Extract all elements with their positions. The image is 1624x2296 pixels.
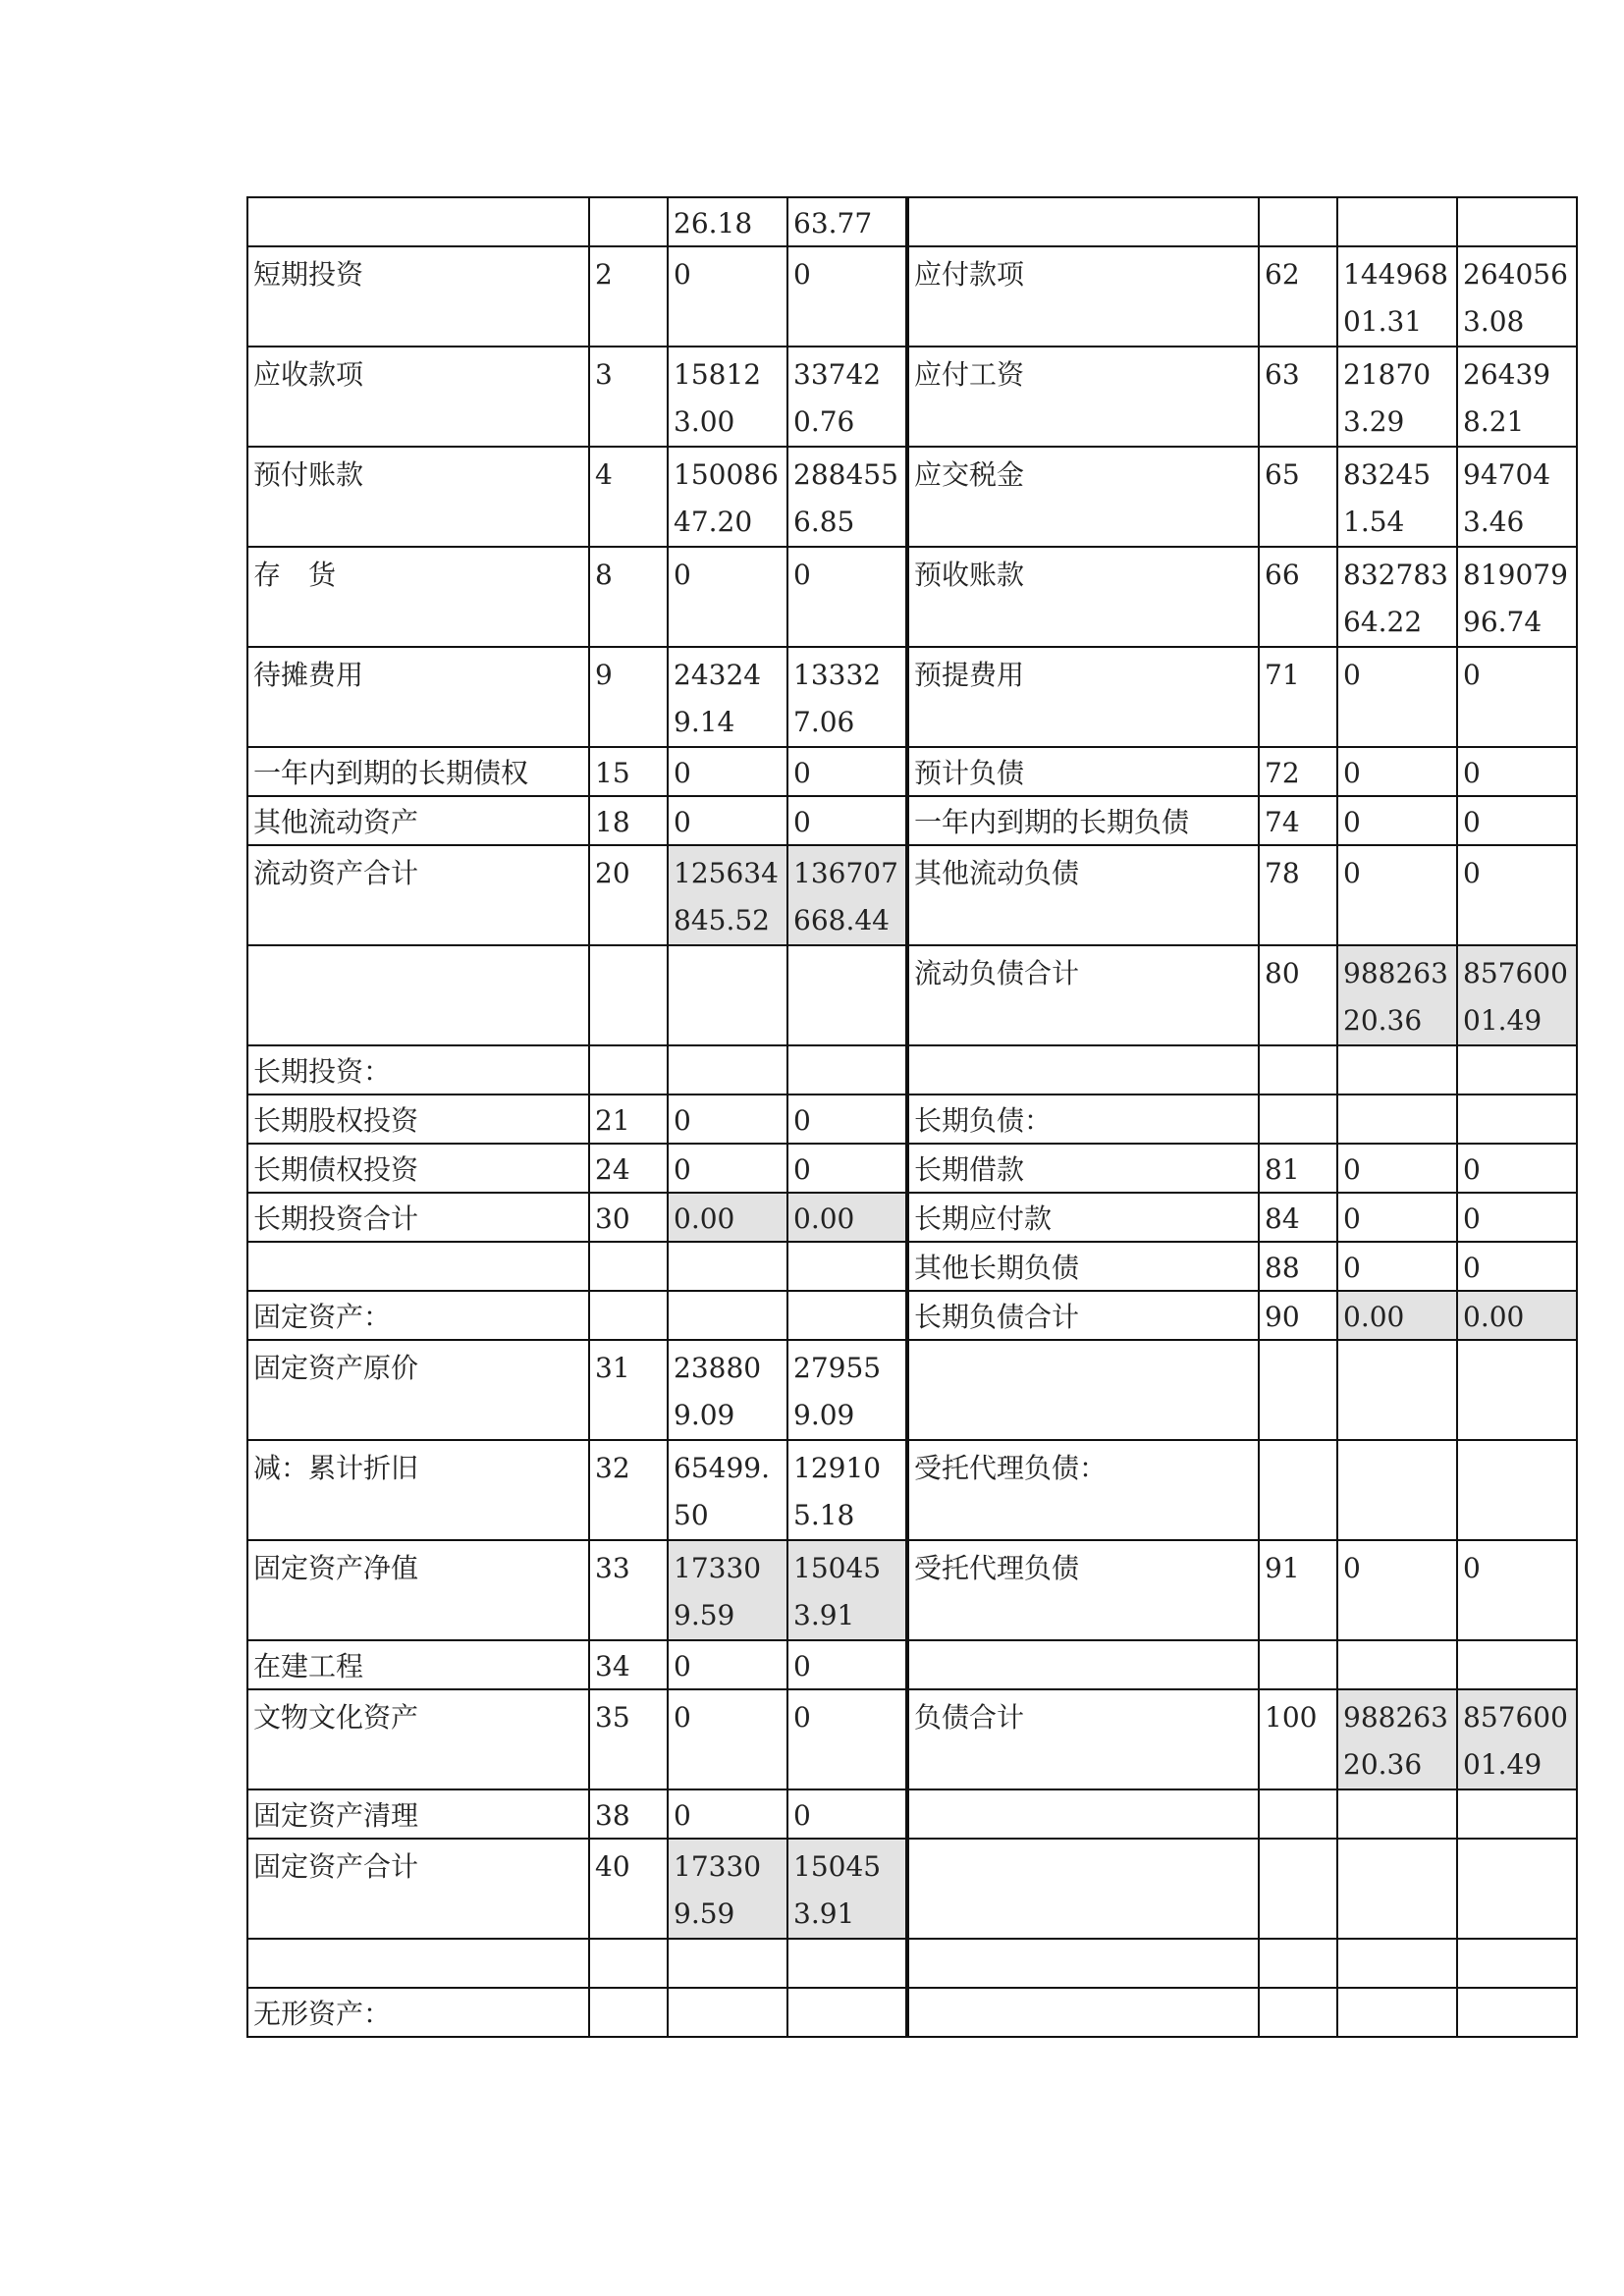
liability-item-cell [907,1340,1259,1440]
asset-begin-cell: 15008647.20 [668,447,787,547]
asset-end-cell: 0 [787,246,907,347]
liability-end-cell [1457,1640,1577,1689]
liability-item-cell [907,197,1259,246]
table-row [247,1193,1577,1242]
liability-item-cell: 负债合计 [907,1689,1259,1789]
liability-item-cell: 长期应付款 [907,1193,1259,1242]
asset-begin-cell: 0 [668,1789,787,1839]
liability-line-cell [1259,1939,1337,1988]
liability-item-cell: 长期借款 [907,1144,1259,1193]
asset-item-cell: 在建工程 [247,1640,589,1689]
liability-line-cell [1259,1045,1337,1095]
liability-line-cell: 78 [1259,845,1337,945]
liability-end-cell: 0 [1457,1540,1577,1640]
table-row [247,447,1577,547]
asset-item-cell: 存 货 [247,547,589,647]
liability-end-cell: 81907996.74 [1457,547,1577,647]
asset-begin-cell: 173309.59 [668,1839,787,1939]
asset-item-cell: 无形资产： [247,1988,589,2037]
liability-line-cell: 91 [1259,1540,1337,1640]
asset-begin-cell: 158123.00 [668,347,787,447]
liability-begin-cell: 98826320.36 [1337,1689,1457,1789]
asset-end-cell: 133327.06 [787,647,907,747]
asset-item-cell: 流动资产合计 [247,845,589,945]
asset-item-cell [247,1939,589,1988]
asset-end-cell: 0 [787,547,907,647]
liability-end-cell [1457,1440,1577,1540]
asset-line-cell [589,197,668,246]
table-row [247,1291,1577,1340]
asset-line-cell: 8 [589,547,668,647]
liability-line-cell [1259,197,1337,246]
liability-end-cell: 0 [1457,647,1577,747]
liability-begin-cell [1337,1340,1457,1440]
liability-end-cell [1457,1839,1577,1939]
liability-line-cell [1259,1640,1337,1689]
asset-end-cell [787,1988,907,2037]
asset-line-cell: 38 [589,1789,668,1839]
liability-end-cell: 0 [1457,1242,1577,1291]
asset-line-cell [589,945,668,1045]
asset-item-cell: 固定资产清理 [247,1789,589,1839]
table-row [247,1839,1577,1939]
asset-item-cell [247,1242,589,1291]
liability-item-cell [907,1988,1259,2037]
asset-end-cell: 337420.76 [787,347,907,447]
table-row [247,1242,1577,1291]
liability-end-cell: 0 [1457,747,1577,796]
liability-end-cell: 0.00 [1457,1291,1577,1340]
liability-end-cell [1457,1095,1577,1144]
liability-line-cell: 100 [1259,1689,1337,1789]
asset-end-cell: 2884556.85 [787,447,907,547]
liability-line-cell: 65 [1259,447,1337,547]
liability-item-cell [907,1839,1259,1939]
liability-item-cell: 一年内到期的长期负债 [907,796,1259,845]
asset-item-cell: 固定资产净值 [247,1540,589,1640]
table-row [247,1540,1577,1640]
liability-begin-cell [1337,1095,1457,1144]
liability-end-cell [1457,197,1577,246]
liability-line-cell [1259,1839,1337,1939]
asset-line-cell: 20 [589,845,668,945]
asset-begin-cell: 0 [668,1640,787,1689]
asset-item-cell [247,945,589,1045]
table-row [247,1640,1577,1689]
liability-begin-cell: 83278364.22 [1337,547,1457,647]
liability-begin-cell: 218703.29 [1337,347,1457,447]
balance-sheet-table [246,196,1578,2038]
asset-end-cell [787,945,907,1045]
asset-line-cell: 40 [589,1839,668,1939]
liability-begin-cell: 0 [1337,1540,1457,1640]
asset-begin-cell: 0 [668,246,787,347]
asset-item-cell: 长期投资合计 [247,1193,589,1242]
liability-item-cell: 应付款项 [907,246,1259,347]
table-row [247,845,1577,945]
liability-line-cell [1259,1440,1337,1540]
asset-line-cell: 34 [589,1640,668,1689]
asset-line-cell [589,1291,668,1340]
asset-begin-cell: 238809.09 [668,1340,787,1440]
table-row [247,1045,1577,1095]
asset-item-cell: 应收款项 [247,347,589,447]
liability-begin-cell: 0.00 [1337,1291,1457,1340]
liability-begin-cell: 832451.54 [1337,447,1457,547]
liability-end-cell [1457,1045,1577,1095]
asset-begin-cell [668,945,787,1045]
asset-end-cell: 150453.91 [787,1540,907,1640]
asset-line-cell: 18 [589,796,668,845]
asset-end-cell: 0 [787,1640,907,1689]
asset-begin-cell: 0 [668,796,787,845]
liability-item-cell: 其他流动负债 [907,845,1259,945]
liability-end-cell [1457,1939,1577,1988]
table-row [247,945,1577,1045]
asset-item-cell: 其他流动资产 [247,796,589,845]
asset-line-cell: 35 [589,1689,668,1789]
liability-end-cell: 947043.46 [1457,447,1577,547]
asset-item-cell: 固定资产原价 [247,1340,589,1440]
liability-item-cell: 长期负债： [907,1095,1259,1144]
asset-item-cell: 固定资产合计 [247,1839,589,1939]
asset-item-cell: 文物文化资产 [247,1689,589,1789]
liability-begin-cell: 0 [1337,1144,1457,1193]
asset-begin-cell [668,1242,787,1291]
table-row [247,1789,1577,1839]
asset-line-cell: 15 [589,747,668,796]
liability-line-cell: 88 [1259,1242,1337,1291]
table-row [247,1939,1577,1988]
liability-begin-cell: 0 [1337,1242,1457,1291]
asset-begin-cell: 65499.50 [668,1440,787,1540]
liability-line-cell: 90 [1259,1291,1337,1340]
liability-line-cell [1259,1789,1337,1839]
liability-end-cell: 2640563.08 [1457,246,1577,347]
liability-begin-cell [1337,1440,1457,1540]
asset-end-cell: 0 [787,1689,907,1789]
liability-begin-cell [1337,197,1457,246]
table-row [247,796,1577,845]
liability-end-cell [1457,1988,1577,2037]
table-row [247,246,1577,347]
asset-item-cell [247,197,589,246]
liability-item-cell: 受托代理负债： [907,1440,1259,1540]
asset-end-cell: 136707668.44 [787,845,907,945]
asset-line-cell: 31 [589,1340,668,1440]
liability-item-cell: 预计负债 [907,747,1259,796]
asset-item-cell: 长期股权投资 [247,1095,589,1144]
asset-line-cell: 9 [589,647,668,747]
liability-item-cell: 预提费用 [907,647,1259,747]
table-row [247,1440,1577,1540]
liability-end-cell: 0 [1457,1193,1577,1242]
table-row [247,347,1577,447]
asset-end-cell [787,1939,907,1988]
liability-line-cell: 81 [1259,1144,1337,1193]
table-row [247,1988,1577,2037]
liability-line-cell: 72 [1259,747,1337,796]
asset-end-cell: 279559.09 [787,1340,907,1440]
liability-item-cell: 其他长期负债 [907,1242,1259,1291]
asset-line-cell [589,1045,668,1095]
liability-item-cell [907,1789,1259,1839]
liability-line-cell: 84 [1259,1193,1337,1242]
asset-begin-cell: 0.00 [668,1193,787,1242]
liability-end-cell: 0 [1457,1144,1577,1193]
asset-begin-cell [668,1988,787,2037]
liability-begin-cell: 0 [1337,845,1457,945]
liability-begin-cell [1337,1988,1457,2037]
liability-end-cell: 264398.21 [1457,347,1577,447]
liability-end-cell: 0 [1457,796,1577,845]
asset-end-cell: 0.00 [787,1193,907,1242]
liability-begin-cell: 0 [1337,796,1457,845]
table-row [247,197,1577,246]
asset-line-cell: 21 [589,1095,668,1144]
liability-line-cell [1259,1988,1337,2037]
asset-line-cell: 33 [589,1540,668,1640]
asset-begin-cell [668,1291,787,1340]
table-row [247,547,1577,647]
liability-begin-cell [1337,1789,1457,1839]
asset-begin-cell: 173309.59 [668,1540,787,1640]
asset-begin-cell: 125634845.52 [668,845,787,945]
asset-line-cell [589,1242,668,1291]
asset-begin-cell: 243249.14 [668,647,787,747]
liability-item-cell: 应交税金 [907,447,1259,547]
asset-begin-cell [668,1939,787,1988]
liability-begin-cell: 98826320.36 [1337,945,1457,1045]
asset-line-cell [589,1939,668,1988]
table-row [247,1340,1577,1440]
liability-end-cell: 85760001.49 [1457,1689,1577,1789]
liability-item-cell [907,1939,1259,1988]
asset-begin-cell: 0 [668,1144,787,1193]
asset-begin-cell: 0 [668,1689,787,1789]
asset-end-cell: 63.77 [787,197,907,246]
asset-end-cell: 0 [787,796,907,845]
liability-begin-cell: 0 [1337,647,1457,747]
liability-begin-cell: 0 [1337,1193,1457,1242]
asset-end-cell [787,1242,907,1291]
asset-end-cell: 0 [787,747,907,796]
table-row [247,1095,1577,1144]
liability-item-cell: 流动负债合计 [907,945,1259,1045]
table-row [247,1144,1577,1193]
asset-item-cell: 长期债权投资 [247,1144,589,1193]
liability-line-cell: 74 [1259,796,1337,845]
liability-begin-cell: 14496801.31 [1337,246,1457,347]
table-row [247,747,1577,796]
asset-end-cell: 150453.91 [787,1839,907,1939]
liability-item-cell: 长期负债合计 [907,1291,1259,1340]
asset-item-cell: 预付账款 [247,447,589,547]
liability-item-cell [907,1640,1259,1689]
liability-line-cell: 63 [1259,347,1337,447]
liability-begin-cell [1337,1640,1457,1689]
asset-end-cell: 0 [787,1144,907,1193]
liability-end-cell [1457,1340,1577,1440]
asset-end-cell: 0 [787,1789,907,1839]
asset-begin-cell [668,1045,787,1095]
asset-item-cell: 待摊费用 [247,647,589,747]
asset-line-cell: 24 [589,1144,668,1193]
liability-line-cell: 71 [1259,647,1337,747]
asset-line-cell: 4 [589,447,668,547]
asset-begin-cell: 0 [668,747,787,796]
asset-item-cell: 一年内到期的长期债权 [247,747,589,796]
liability-begin-cell [1337,1045,1457,1095]
table-row [247,1689,1577,1789]
asset-line-cell: 32 [589,1440,668,1540]
asset-end-cell [787,1291,907,1340]
liability-end-cell: 85760001.49 [1457,945,1577,1045]
asset-item-cell: 减：累计折旧 [247,1440,589,1540]
liability-line-cell: 66 [1259,547,1337,647]
table-row [247,647,1577,747]
liability-item-cell: 受托代理负债 [907,1540,1259,1640]
liability-item-cell: 预收账款 [907,547,1259,647]
asset-end-cell: 0 [787,1095,907,1144]
asset-end-cell: 129105.18 [787,1440,907,1540]
liability-item-cell [907,1045,1259,1095]
asset-line-cell: 30 [589,1193,668,1242]
liability-end-cell: 0 [1457,845,1577,945]
asset-line-cell: 2 [589,246,668,347]
liability-line-cell [1259,1340,1337,1440]
liability-line-cell [1259,1095,1337,1144]
liability-begin-cell [1337,1839,1457,1939]
liability-begin-cell: 0 [1337,747,1457,796]
asset-item-cell: 长期投资： [247,1045,589,1095]
liability-line-cell: 80 [1259,945,1337,1045]
asset-begin-cell: 0 [668,547,787,647]
liability-line-cell: 62 [1259,246,1337,347]
asset-line-cell [589,1988,668,2037]
asset-end-cell [787,1045,907,1095]
liability-begin-cell [1337,1939,1457,1988]
liability-item-cell: 应付工资 [907,347,1259,447]
asset-begin-cell: 26.18 [668,197,787,246]
asset-line-cell: 3 [589,347,668,447]
liability-end-cell [1457,1789,1577,1839]
asset-item-cell: 固定资产： [247,1291,589,1340]
asset-begin-cell: 0 [668,1095,787,1144]
asset-item-cell: 短期投资 [247,246,589,347]
